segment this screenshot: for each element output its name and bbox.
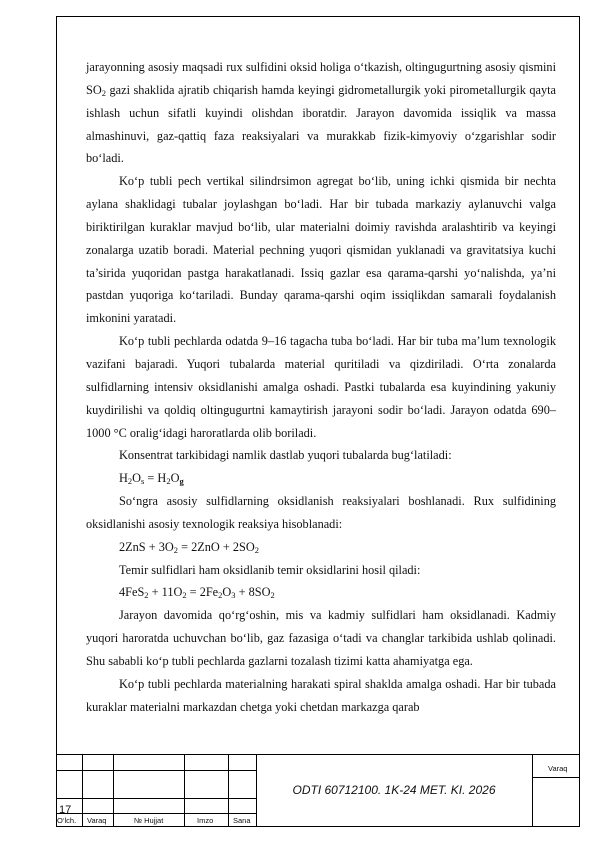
col-label-imzo: Imzo [197,816,214,825]
tb-line [113,754,114,827]
title-block [56,754,580,827]
paragraph-p2: Ko‘p tubli pech vertikal silindrsimon agregat bo‘lib, uning ichki qismida bir nechta aylana shaklidagi tubalar joylashgan bo‘ladi. Har bir tubada markaziy aylanuvchi valga biriktirilgan kuraklar mavjud bo‘lib, ular materialni doimiy ravishda aralashtirib va keyingi zonalarga uzatib boradi. Material pechning yuqori qismidan yuklanadi va gravitatsiya kuchi ta’sirida yuqoridan pastga harakatlanadi. Issiq gazlar esa qarama-qarshi yo‘nalishda, ya’ni pastdan yuqoriga ko‘tariladi. Bunday qarama-qarshi oqim issiqlikdan samarali foydalanish imkonini yaratadi. [86,174,556,326]
paragraph-p9: $4FeS_2 + 11O_2 = 2Fe_2O_3 + 8SO_2$ [119,585,275,601]
tb-line [228,754,229,827]
col-label-varaq: Varaq [87,816,107,825]
tb-line [56,770,256,771]
sheet-label: Varaq [548,764,568,773]
col-label-olch: O‘lch. [57,816,77,825]
paragraph-p4: Konsentrat tarkibidagi namlik dastlab yuqori tubalarda bug‘latiladi: [119,448,452,463]
paragraph-p5: $H_2O_s = H_2O_g$ [119,471,184,487]
col-label-hujjat: № Hujjat [134,816,164,825]
document-body [86,56,556,718]
paragraph-p8: Temir sulfidlari ham oksidlanib temir oksidlarini hosil qiladi: [119,562,421,577]
tb-line [184,754,185,827]
paragraph-p6: So‘ngra asosiy sulfidlarning oksidlanish reaksiyalari boshlanadi. Rux sulfidining oksidlanishi asosiy texnologik reaksiya hisoblanadi: [86,494,556,531]
tb-line [56,754,580,755]
tb-line [532,777,580,778]
tb-line [82,754,83,827]
tb-line [56,798,256,799]
paragraph-p11: Ko‘p tubli pechlarda materialning harakati spiral shaklda amalga oshadi. Har bir tubada kuraklar materialni markazdan chetga yoki chetdan markazga qarab [86,676,556,714]
paragraph-p7: $2ZnS + 3O_2 = 2ZnO + 2SO_2$ [119,539,259,555]
col-label-sana: Sana [233,816,251,825]
tb-line [56,813,256,814]
document-code: ODTI 60712100. 1K-24 MET. KI. 2026 [292,783,496,797]
paragraph-p3: Ko‘p tubli pechlarda odatda 9–16 tagacha tuba bo‘ladi. Har bir tuba ma’lum texnologik vazifani bajaradi. Yuqori tubalarda material quritiladi va qizdiriladi. O‘rta zonalarda sulfidlarning intensiv oksidlanishi amalga oshadi. Pastki tubalarda esa kuyindining yakuniy kuydirilishi va qoldiq oltingugurtni kamaytirish jarayoni sodir bo‘ladi. Jarayon odatda 690–1000 °C oralig‘idagi haroratlarda olib boriladi. [86,334,556,440]
paragraph-p10: Jarayon davomida qo‘rg‘oshin, mis va kadmiy sulfidlari ham oksidlanadi. Kadmiy yuqori haroratda uchuvchan bo‘lib, gaz fazasiga o‘tadi va changlar tarkibida ushlab qolinadi. Shu sababli ko‘p tubli pechlarda gazlarni tozalash tizimi katta ahamiyatga ega. [86,608,556,668]
page-number: 17 [59,804,72,816]
paragraph-p1: jarayonning asosiy maqsadi rux sulfidini oksid holiga o‘tkazish, oltingugurtning asosiy qismini $SO_2$ gazi shaklida ajratib chiqarish hamda keyingi gidrometallurgik yoki pirometallurgik qayta ishlash uchun sifatli kuyindi olishdan iboratdir. Jarayon davomida issiqlik va massa almashinuvi, gaz-qattiq faza reaksiyalari va murakkab fizik-kimyoviy o‘zgarishlar sodir bo‘ladi. [86,60,556,166]
tb-line [532,754,533,827]
